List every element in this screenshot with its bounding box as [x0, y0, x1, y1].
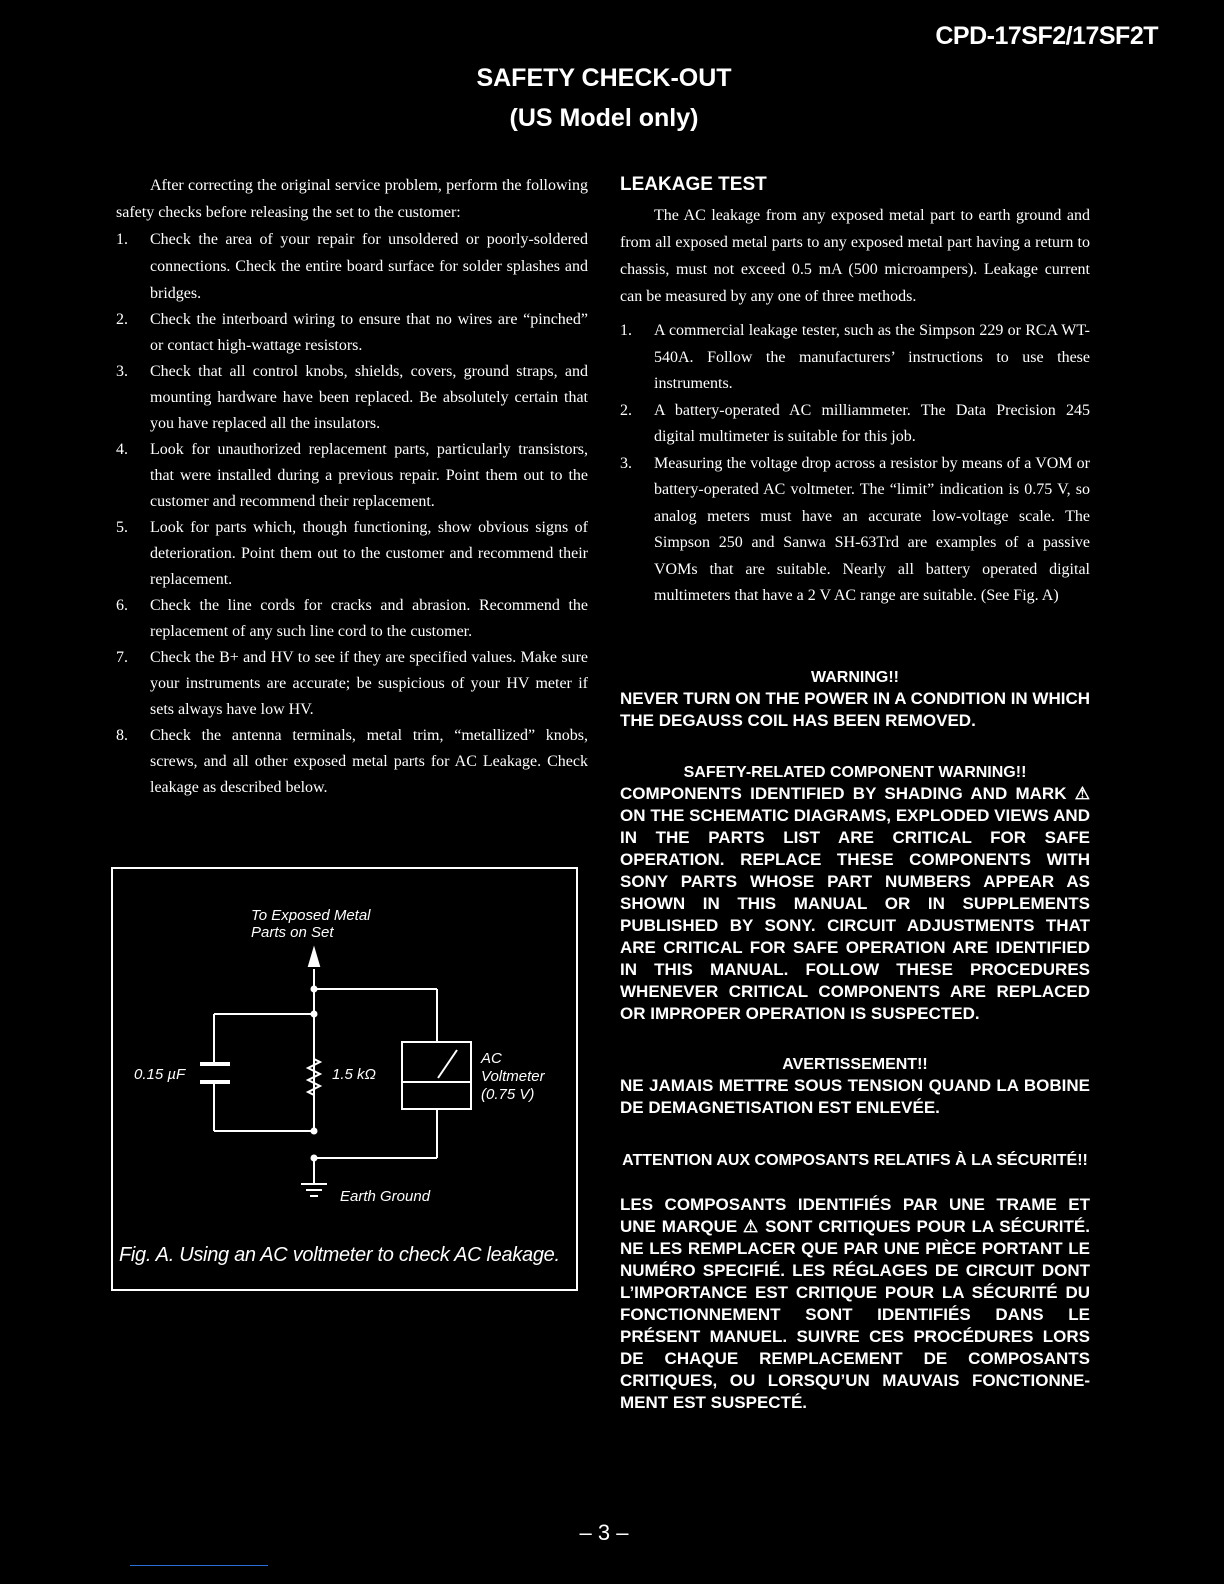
leakage-paragraph: The AC leakage from any exposed metal part to earth ground and from all exposed metal parts to any exposed metal part having a return to chassis, must not exceed 0.5 mA (500 microampers). Leakage current can be measured by any one of three methods. — [620, 207, 1090, 305]
item-number: 1. — [620, 322, 632, 339]
list-item — [116, 645, 588, 723]
item-text: Check the line cords for cracks and abrasion. Recommend the replacement of any such line cord to the customer. — [150, 597, 588, 640]
up-arrow-icon — [309, 949, 319, 966]
item-text: Measuring the voltage drop across a resistor by means of a VOM or battery-operated AC voltmeter. The “limit” indication is 0.75 V, so analog meters must have an accurate low-voltage scale. The Simpson 250 and Sanwa SH-63Trd are examples of a passive VOMs that are suitable. Nearly all battery operated digital multimeters that have a 2 V AC range are suitable. (See Fig. A) — [654, 454, 1090, 604]
meter-label-ac: AC — [481, 1050, 502, 1067]
avertissement-title: AVERTISSEMENT!! — [782, 1056, 928, 1073]
attention-body-post: SONT CRITIQUES POUR LA SÉCURITÉ. NE LES REMPLACER QUE PAR UNE PIÈCE PORTANT LE NUMÉRO SPECIFIÉ. LES RÉGLAGES DE CIRCUIT DONT L’IMPORTANCE EST CRITIQUE POUR LA SÉCURITÉ DU FONCTIONNEMENT SONT IDENTIFIÉS DANS LE PRÉSENT MANUEL. SUIVRE CES PROCÉDURES LORS DE CHAQUE REMPLACEMENT DE COMPOSANTS CRITIQUES, OU LORSQU’UN MAUVAIS FONCTIONNE-MENT EST SUSPECTÉ. — [620, 1217, 1090, 1412]
item-text: Look for parts which, though functioning, show obvious signs of deterioration. Point them out to the customer and recommend their replacement. — [150, 519, 588, 588]
decorative-rule — [130, 1565, 268, 1566]
warning-title: WARNING!! — [811, 669, 899, 686]
item-number: 4. — [116, 441, 128, 458]
leakage-test-section — [620, 174, 1090, 610]
junction-dot — [311, 1011, 318, 1018]
voltmeter-box — [402, 1042, 471, 1109]
attention-body — [620, 1194, 1090, 1414]
attention-title: ATTENTION AUX COMPOSANTS RELATIFS À LA SÉCURITÉ!! — [622, 1152, 1088, 1169]
figure-a — [111, 867, 578, 1291]
attention-body-pre: LES COMPOSANTS IDENTIFIÉS PAR UNE TRAME ET UNE MARQUE — [620, 1195, 1090, 1236]
item-text: A commercial leakage tester, such as the Simpson 229 or RCA WT-540A. Follow the manufacturers’ instructions to use these instruments. — [654, 322, 1090, 392]
item-number: 7. — [116, 649, 128, 666]
model-number: CPD-17SF2/17SF2T — [935, 22, 1158, 50]
junction-dot — [311, 986, 318, 993]
item-number: 5. — [116, 519, 128, 536]
item-number: 3. — [620, 454, 632, 472]
list-item — [620, 398, 1090, 451]
figure-caption: Fig. A. Using an AC voltmeter to check AC leakage. — [119, 1244, 560, 1266]
label-exposed-metal: To Exposed Metal — [251, 907, 371, 924]
warning-triangle-icon: ⚠ — [743, 1217, 760, 1236]
safety-warning-title: SAFETY-RELATED COMPONENT WARNING!! — [683, 764, 1027, 781]
leakage-circuit-diagram — [113, 869, 576, 1289]
item-number: 1. — [116, 231, 128, 248]
item-number: 3. — [116, 363, 128, 380]
list-item — [620, 451, 1090, 610]
list-item — [116, 437, 588, 515]
list-item — [116, 723, 588, 801]
list-item — [116, 515, 588, 593]
safety-body-post: ON THE SCHEMATIC DIAGRAMS, EXPLODED VIEWS AND IN THE PARTS LIST ARE CRITICAL FOR SAFE OPERATION. REPLACE THESE COMPONENTS WITH SONY PARTS WHOSE PART NUMBERS APPEAR AS SHOWN IN THIS MANUAL OR IN SUPPLEMENTS PUBLISHED BY SONY. CIRCUIT ADJUSTMENTS THAT ARE CRITICAL FOR SAFE OPERATION ARE IDENTIFIED IN THIS MANUAL. FOLLOW THESE PROCEDURES WHENEVER CRITICAL COMPONENTS ARE REPLACED OR IMPROPER OPERATION IS SUSPECTED. — [620, 806, 1090, 1023]
leakage-heading: LEAKAGE TEST — [620, 174, 767, 195]
list-item — [116, 359, 588, 437]
item-number: 8. — [116, 727, 128, 744]
page-subtitle: (US Model only) — [509, 104, 699, 132]
item-text: Check that all control knobs, shields, covers, ground straps, and mounting hardware have been replaced. Be absolutely certain that you have replaced all the insulators. — [150, 363, 588, 432]
list-item — [116, 226, 588, 307]
list-item — [116, 593, 588, 645]
item-text: Look for unauthorized replacement parts, particularly transistors, that were installed during a previous repair. Point them out to the customer and recommend their replacement. — [150, 441, 588, 510]
item-text: Check the antenna terminals, metal trim, “metallized” knobs, screws, and all other exposed metal parts for AC Leakage. Check leakage as described below. — [150, 727, 588, 796]
avertissement-body: NE JAMAIS METTRE SOUS TENSION QUAND LA BOBINE DE DEMAGNETISATION EST ENLEVÉE. — [620, 1076, 1090, 1117]
junction-dot — [311, 1128, 318, 1135]
item-number: 6. — [116, 597, 128, 614]
warning-body: NEVER TURN ON THE POWER IN A CONDITION IN WHICH THE DEGAUSS COIL HAS BEEN REMOVED. — [620, 689, 1091, 730]
list-item — [620, 318, 1090, 398]
safety-warning-body — [620, 783, 1090, 1025]
safety-body-pre: COMPONENTS IDENTIFIED BY SHADING AND MARK — [620, 784, 1075, 803]
voltmeter-needle — [438, 1050, 457, 1078]
ground-label: Earth Ground — [340, 1188, 431, 1205]
junction-dot — [311, 1155, 318, 1162]
item-text: Check the B+ and HV to see if they are specified values. Make sure your instruments are accurate; be suspicious of your HV meter if sets always have low HV. — [150, 649, 588, 718]
meter-label-range: (0.75 V) — [481, 1086, 535, 1103]
page-title: SAFETY CHECK-OUT — [476, 64, 732, 92]
item-number: 2. — [620, 401, 632, 419]
safety-checklist — [116, 172, 588, 801]
item-text: Check the area of your repair for unsoldered or poorly-soldered connections. Check the entire board surface for solder splashes and bridges. — [150, 231, 588, 302]
capacitor-value: 0.15 µF — [134, 1066, 186, 1083]
intro-paragraph: After correcting the original service problem, perform the following safety checks before releasing the set to the customer: — [116, 177, 588, 221]
item-text: Check the interboard wiring to ensure that no wires are “pinched” or contact high-wattage resistors. — [150, 311, 588, 354]
item-number: 2. — [116, 311, 128, 328]
list-item — [116, 307, 588, 359]
page-number: – 3 – — [579, 1520, 629, 1545]
warning-triangle-icon: ⚠ — [1074, 784, 1090, 803]
resistor-value: 1.5 kΩ — [332, 1066, 376, 1083]
item-text: A battery-operated AC milliammeter. The Data Precision 245 digital multimeter is suitable for this job. — [654, 401, 1090, 445]
meter-label-voltmeter: Voltmeter — [481, 1068, 545, 1085]
label-parts-on-set: Parts on Set — [251, 924, 334, 941]
